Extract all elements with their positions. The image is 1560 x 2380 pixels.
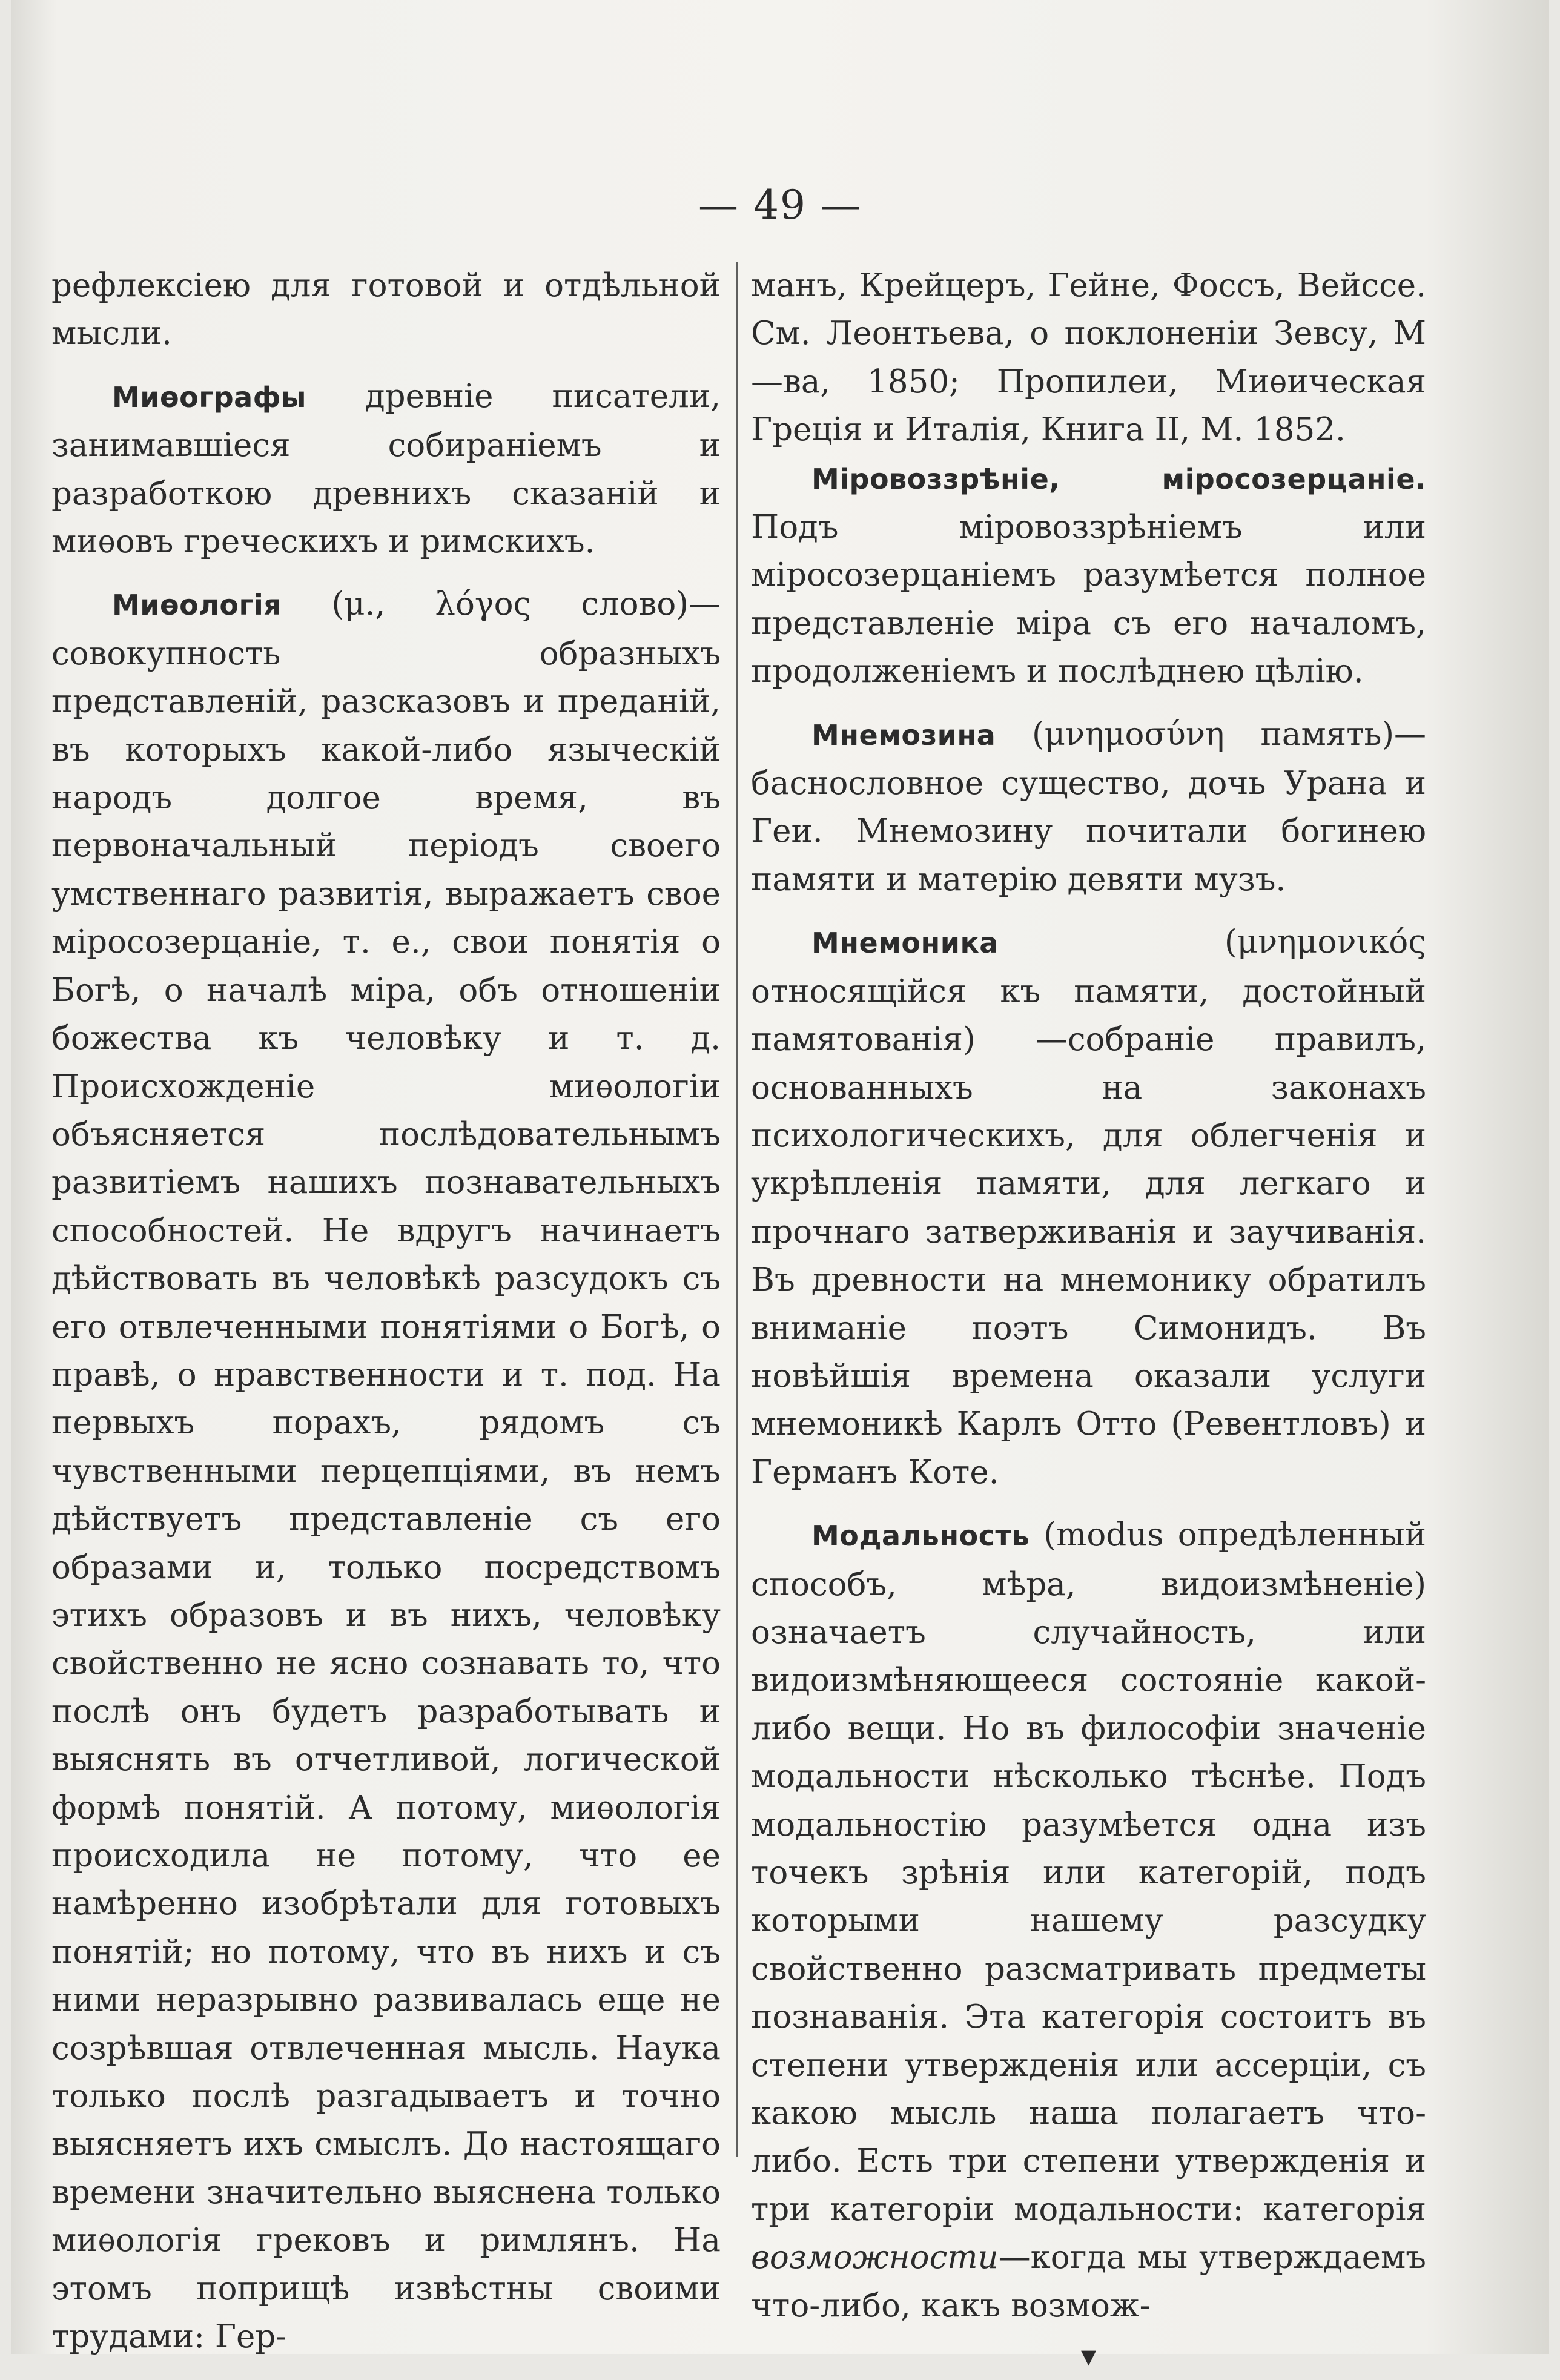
entry-mythographers — [51, 372, 721, 566]
entry-text: древнiе писатели, занимавшiеся собиранiемъ и разработкою древнихъ сказанiй и миѳовъ греческихъ и римскихъ. — [51, 377, 721, 561]
entry-term: Мiровоззрѣнiе, мiросозерцанiе. — [811, 462, 1426, 495]
entry-modality — [751, 1511, 1426, 2330]
entry-term: Мнемозина — [811, 718, 996, 752]
entry-term: Миѳологiя — [112, 589, 282, 622]
right-column — [751, 262, 1426, 2380]
page-number: — 49 — — [698, 182, 862, 228]
entry-text: (modus опредѣленный способъ, мѣра, видоизмѣненiе) означаетъ случайность, или видоизмѣняющееся состоянiе какой-либо вещи. Но въ философiи значенiе модальности нѣсколько тѣснѣе. Подъ модальностiю разумѣется одна изъ точекъ зрѣнiя или категорiй, подъ которыми нашему разсудку свойственно разсматривать предметы познаванiя. Эта категорiя состоитъ въ степени утвержденiя или ассерцiи, съ какою мысль наша полагаетъ что-либо. Есть три степени утвержденiя и три категорiи модальности: категорiя — [751, 1516, 1426, 2228]
entry-term: Модальность — [811, 1519, 1030, 1553]
entry-text: Подъ мiровоззрѣнiемъ или мiросозерцанiемъ разумѣется полное представленiе мiра съ его началомъ, продолженiемъ и послѣднею цѣлiю. — [751, 509, 1426, 690]
entry-worldview — [751, 454, 1426, 696]
entry-term: Миѳографы — [112, 380, 306, 414]
entry-text-tail: —когда мы утверждаемъ что-либо, какъ возмож- — [751, 2239, 1426, 2324]
entry-mythology — [51, 580, 721, 2361]
column-divider — [736, 262, 738, 2157]
left-column — [51, 262, 721, 2361]
entry-mnemonics — [751, 918, 1426, 1496]
entry-term: Мнемоника — [811, 927, 999, 960]
entry-text: (μνημονικός относящiйся къ памяти, достойный памятованiя) —собранiе правилъ, основанныхъ на законахъ психологическихъ, для облегченiя и укрѣпленiя памяти, для легкаго и прочнаго затверживанiя и заучиванiя. Въ древности на мнемонику обратилъ вниманiе поэтъ Симонидъ. Въ новѣйшiя времена оказали услуги мнемоникѣ Карлъ Отто (Ревентловъ) и Германъ Коте. — [751, 924, 1426, 1491]
entry-text: (μ., λόγος слово)—совокупность образныхъ представленiй, разсказовъ и преданiй, въ которыхъ какой-либо языческiй народъ долгое время, въ первоначальный перiодъ своего умственнаго развитiя, выражаетъ свое мiросозерцанiе, т. е., свои понятiя о Богѣ, о началѣ мiра, объ отношенiи божества къ человѣку и т. д. Происхожденiе миѳологiи объясняется послѣдовательнымъ развитiемъ нашихъ познавательныхъ способностей. Не вдругъ начинаетъ дѣйствовать въ человѣкѣ разсудокъ съ его отвлеченными понятiями о Богѣ, о правѣ, о нравственности и т. под. На первыхъ порахъ, рядомъ съ чувственными перцепцiями, въ немъ дѣйствуетъ представленiе съ его образами и, только посредствомъ этихъ образовъ и въ нихъ, человѣку свойственно не ясно сознавать то, что послѣ онъ будетъ разработывать и выяснять въ отчетливой, логической формѣ понятiй. А потому, миѳологiя происходила не потому, что ее намѣренно изобрѣтали для готовыхъ понятiй; но потому, что въ нихъ и съ ними неразрывно развивалась еще не созрѣвшая отвлеченная мысль. Наука только послѣ разгадываетъ и точно выясняетъ ихъ смыслъ. До настоящаго времени значительно выяснена только миѳологiя грековъ и римлянъ. На этомъ поприщѣ извѣстны своими трудами: Гер- — [51, 586, 721, 2356]
entry-italic-term: возможности — [751, 2239, 999, 2276]
entry-text: (μνημοσύνη память)—баснословное существо, дочь Урана и Геи. Мнемозину почитали богинею памяти и матерiю девяти музъ. — [751, 715, 1426, 898]
paragraph-continuation: манъ, Крейцеръ, Гейне, Фоссъ, Вейссе. См. Леонтьева, о поклоненiи Зевсу, М—ва, 1850; Пропилеи, Миѳическая Грецiя и Италiя, Книга II, М. 1852. — [751, 267, 1426, 449]
catchword-mark: ▾ — [1080, 2338, 1097, 2374]
entry-mnemosyne — [751, 710, 1426, 904]
paragraph-continuation: рефлексiею для готовой и отдѣльной мысли. — [51, 267, 721, 352]
